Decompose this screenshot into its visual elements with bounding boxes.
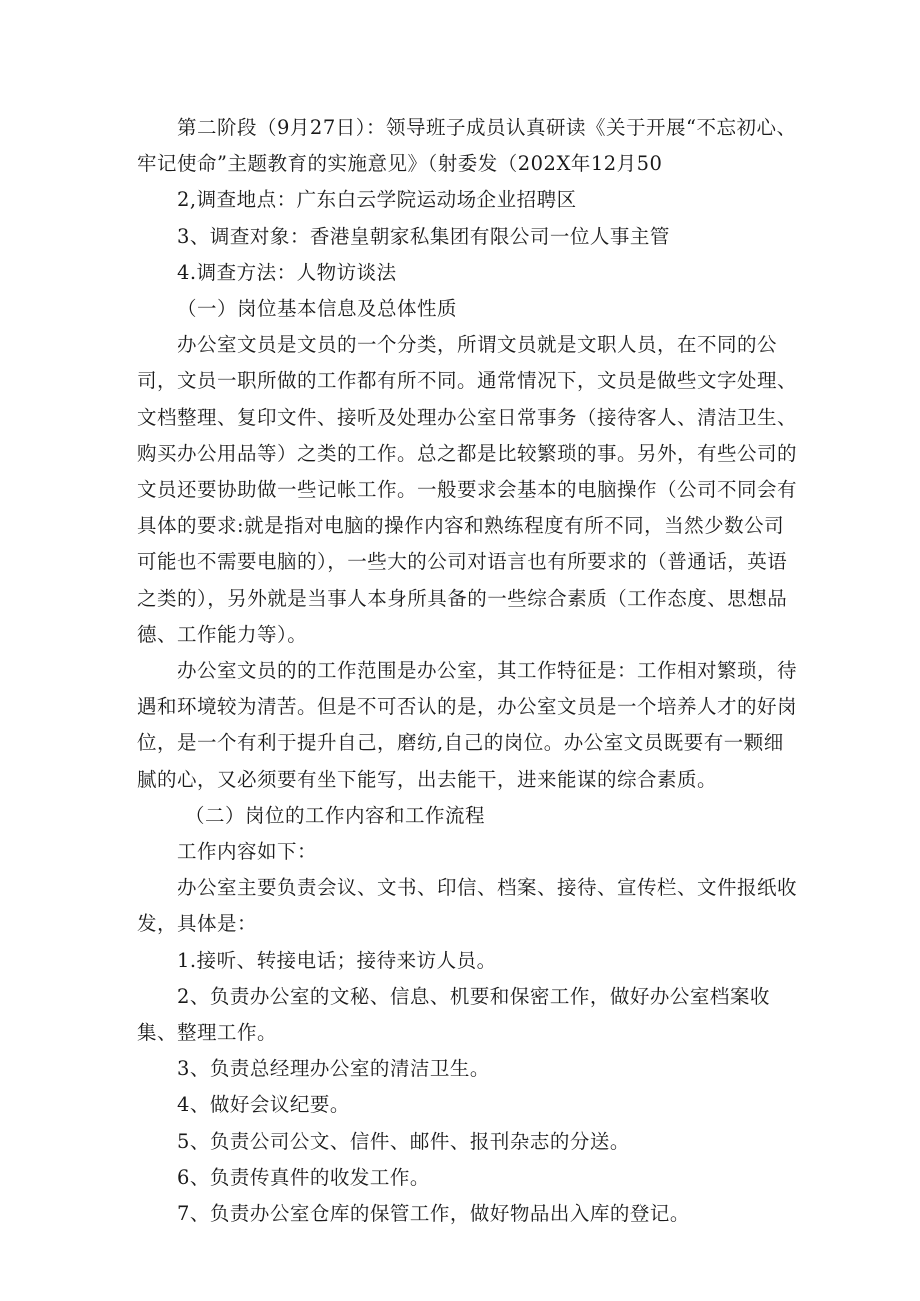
paragraph-stage-two: 第二阶段（9月27日）：领导班子成员认真研读《关于开展“不忘初心、牢记使命”主题教育的实施意见》（射委发（202X年12月50	[137, 116, 797, 176]
paragraph-survey-method: 4.调查方法：人物访谈法	[177, 260, 397, 284]
list-item-duty-5: 5、负责公司公文、信件、邮件、报刊杂志的分送。	[177, 1129, 630, 1153]
paragraph-clerk-intro: 办公室文员是文员的一个分类，所谓文员就是文职人员，在不同的公司，文员一职所做的工作都有所不同。通常情况下，文员是做些文字处理、文档整理、复印文件、接听及处理办公室日常事务（接待客人、清洁卫生、购买办公用品等）之类的工作。总之都是比较繁琐的事。另外，有些公司的文员还要协助做一些记帐工作。一般要求会基本的电脑操作（公司不同会有具体的要求:就是指对电脑的操作内容和熟练程度有所不同，当然少数公司可能也不需要电脑的），一些大的公司对语言也有所要求的（普通话，英语之类的），另外就是当事人本身所具备的一些综合素质（工作态度、思想品德、工作能力等）。	[137, 333, 798, 646]
paragraph-survey-subject: 3、调查对象：香港皇朝家私集团有限公司一位人事主管	[177, 224, 670, 248]
section-heading-work-content: （二）岗位的工作内容和工作流程	[185, 803, 486, 827]
document-page	[137, 110, 797, 1232]
list-item-duty-1: 1.接听、转接电话；接待来访人员。	[177, 948, 497, 972]
section-heading-basic-info: （一）岗位基本信息及总体性质	[177, 297, 458, 321]
list-item-duty-7: 7、负责办公室仓库的保管工作，做好物品出入库的登记。	[177, 1202, 690, 1226]
paragraph-office-duties: 办公室主要负责会议、文书、印信、档案、接待、宣传栏、文件报纸收发，具体是：	[137, 876, 798, 936]
list-item-duty-3: 3、负责总经理办公室的清洁卫生。	[177, 1057, 490, 1081]
list-item-duty-4: 4、做好会议纪要。	[177, 1093, 350, 1117]
paragraph-content-intro: 工作内容如下：	[177, 840, 318, 864]
paragraph-clerk-scope: 办公室文员的的工作范围是办公室，其工作特征是：工作相对繁琐，待遇和环境较为清苦。但是不可否认的是，办公室文员是一个培养人才的好岗位，是一个有利于提升自己，磨纺,自己的岗位。办公室文员既要有一颗细腻的心，又必须要有坐下能写，出去能干，进来能谋的综合素质。	[137, 659, 798, 791]
list-item-duty-6: 6、负责传真件的收发工作。	[177, 1165, 430, 1189]
list-item-duty-2: 2、负责办公室的文秘、信息、机要和保密工作，做好办公室档案收集、整理工作。	[137, 984, 770, 1045]
paragraph-survey-location: 2,调查地点：广东白云学院运动场企业招聘区	[177, 188, 577, 212]
